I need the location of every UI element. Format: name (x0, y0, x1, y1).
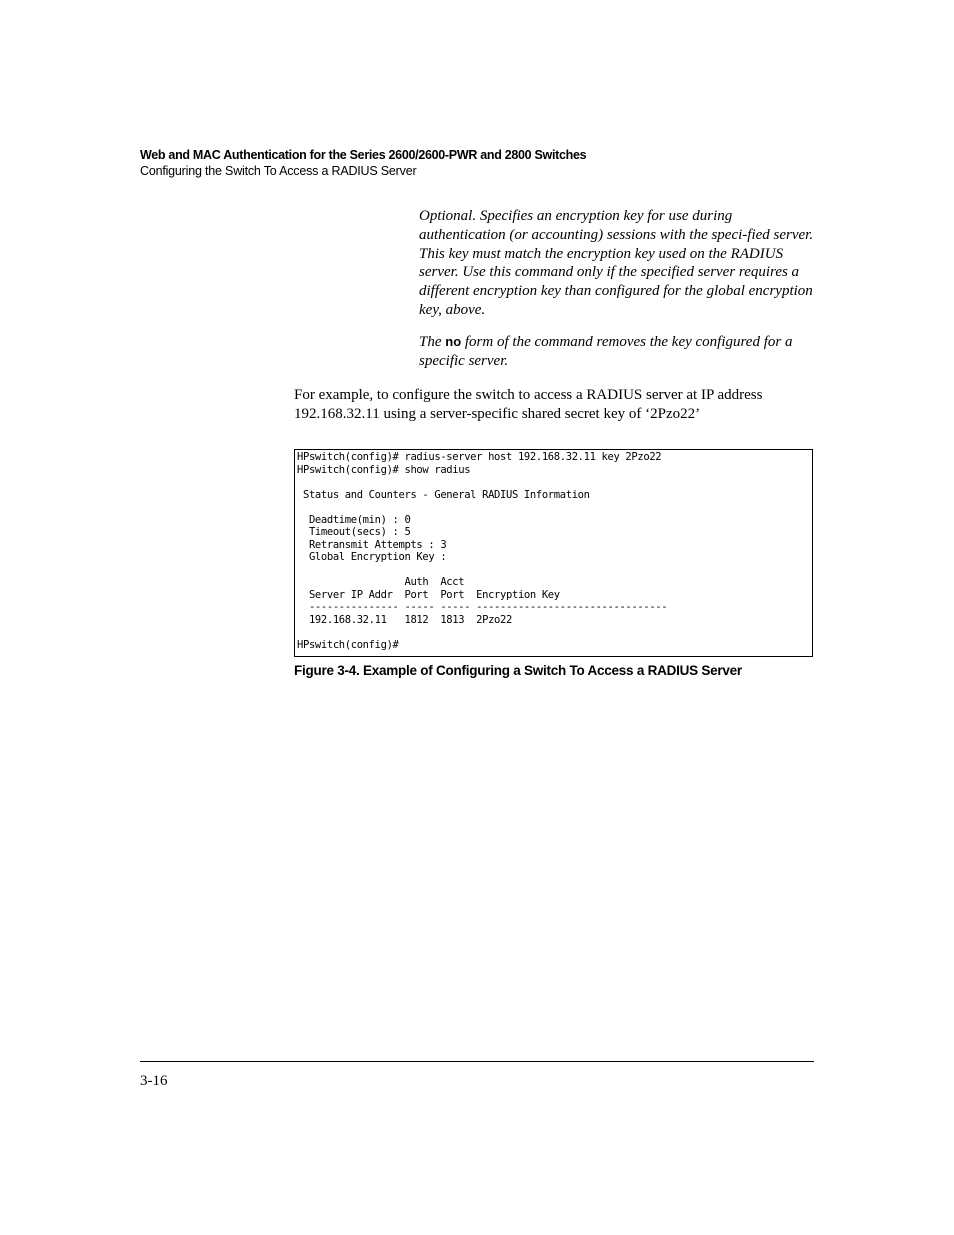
no-keyword: no (445, 334, 462, 349)
no-form-description (419, 333, 814, 371)
footer-divider (140, 1061, 814, 1062)
no-form-suffix: form of the command removes the key configured for a specific server. (419, 334, 793, 369)
cli-output-box (294, 449, 813, 657)
running-header-title: Web and MAC Authentication for the Series 2600/2600-PWR and 2800 Switches (140, 148, 587, 162)
running-header-subtitle: Configuring the Switch To Access a RADIUS Server (140, 164, 417, 178)
key-parameter-description: Optional. Specifies an encryption key for use during authentication (or accounting) sessions with the speci-fied server. This key must match the encryption key used on the RADIUS server. Use this command only if the specified server requires a different encryption key than configured for the global encryption key, above. (419, 208, 814, 318)
example-intro-paragraph: For example, to configure the switch to access a RADIUS server at IP address 192.168.32.11 using a server-specific shared secret key of ‘2Pzo22’ (294, 387, 763, 422)
page-number: 3-16 (140, 1073, 168, 1089)
cli-output-text: HPswitch(config)# radius-server host 192.168.32.11 key 2Pzo22 HPswitch(config)# show radius Status and Counters - General RADIUS Information Deadtime(min) : 0 Timeout(secs) : 5 Retransmit Attempts : 3 Global Encryption Key : Auth Acct Server IP Addr Port Port Encryption Key --------------- ----- ----- -------------------------------- 192.168.32.11 1812 1813 2Pzo22 HPswitch(config)# (297, 451, 668, 651)
no-form-prefix: The (419, 334, 442, 350)
figure-caption: Figure 3-4. Example of Configuring a Switch To Access a RADIUS Server (294, 663, 742, 678)
